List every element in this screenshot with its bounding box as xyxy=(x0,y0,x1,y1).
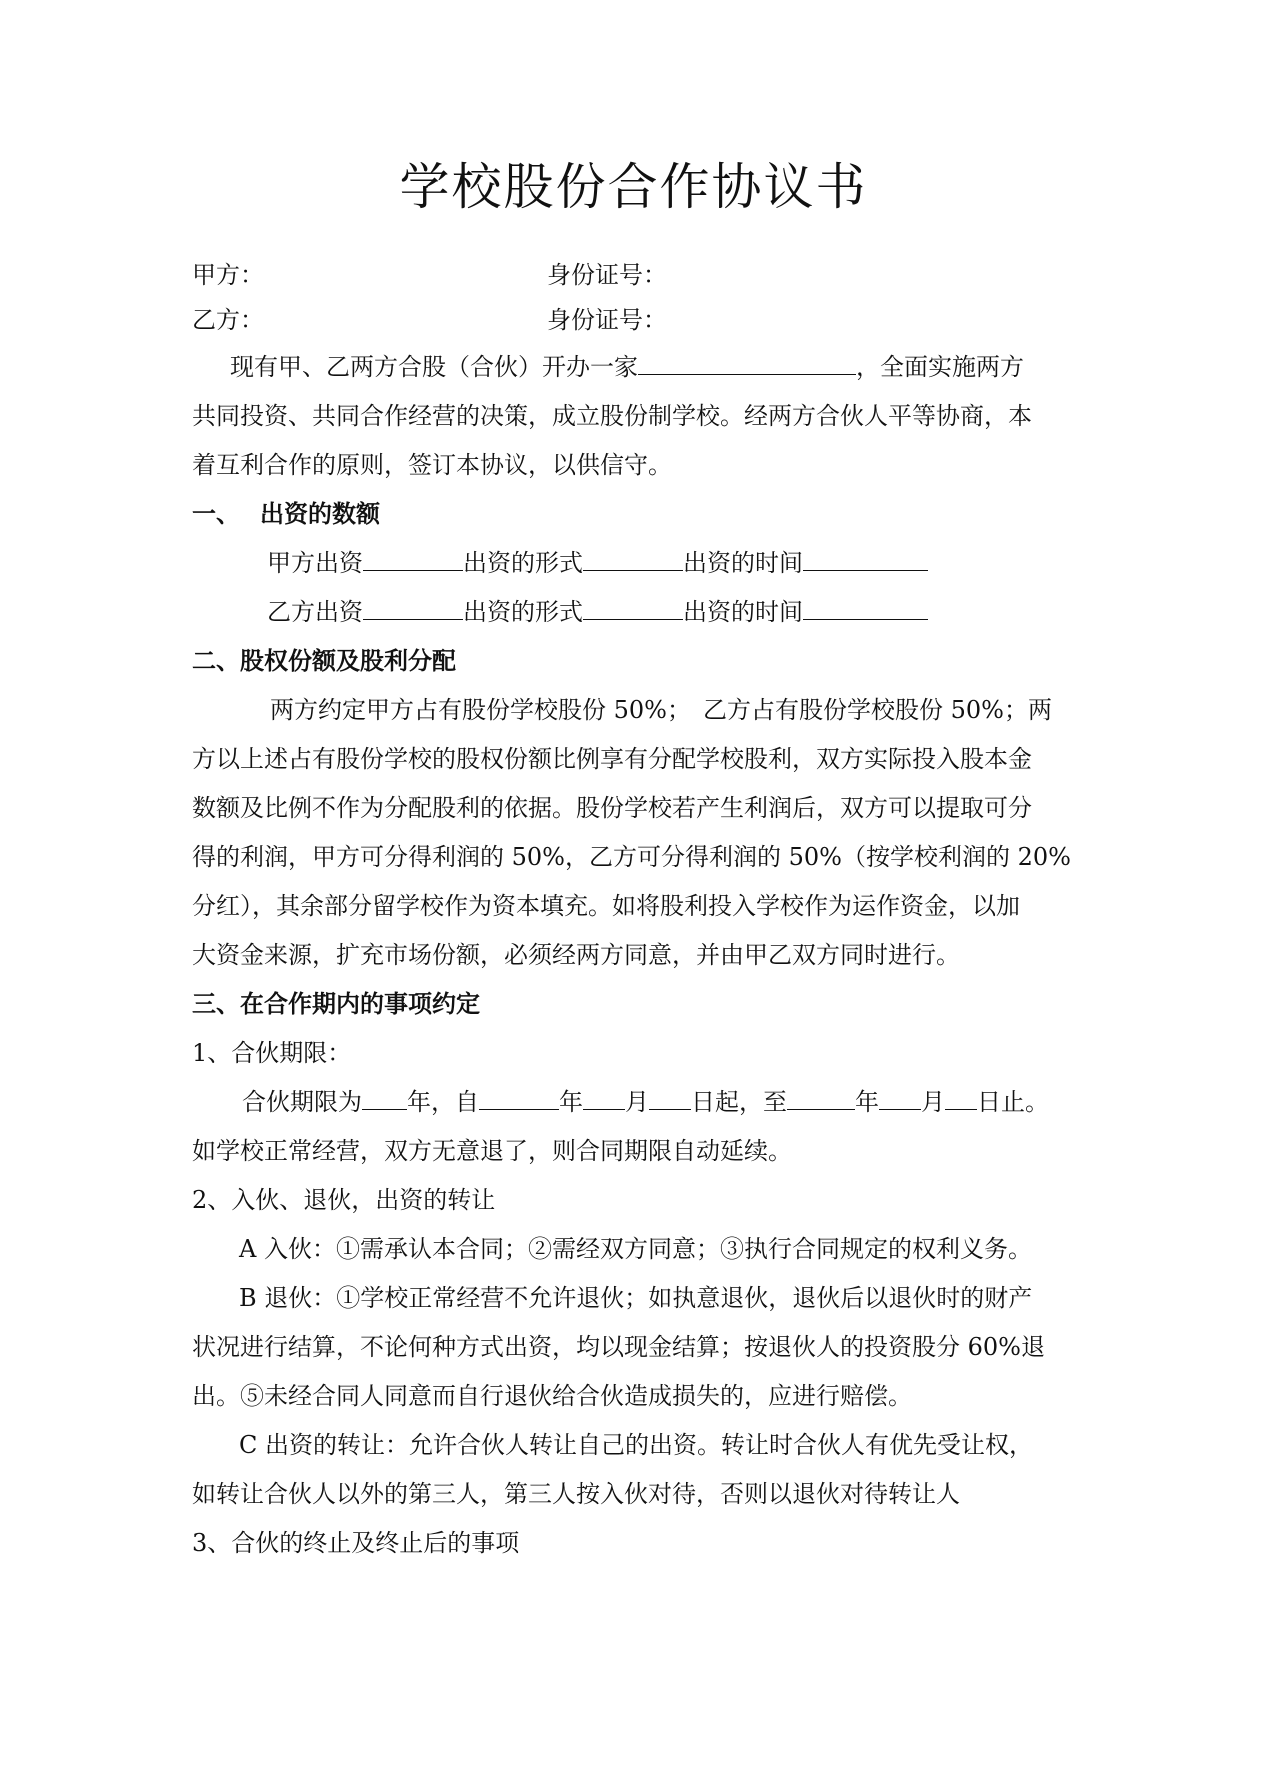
item-1-title: 1、合伙期限： xyxy=(192,1039,352,1067)
item-3-title: 3、合伙的终止及终止后的事项 xyxy=(192,1529,520,1557)
transfer-clause-line: C 出资的转让：允许合伙人转让自己的出资。转让时合伙人有优先受让权， xyxy=(239,1431,1033,1459)
item-2-title: 2、入伙、退伙，出资的转让 xyxy=(192,1186,496,1214)
transfer-clause-line: 如转让合伙人以外的第三人，第三人按入伙对待，否则以退伙对待转让人 xyxy=(192,1480,960,1508)
join-clause: A 入伙：①需承认本合同；②需经双方同意；③执行合同规定的权利义务。 xyxy=(239,1235,1032,1263)
party-a-label: 甲方： xyxy=(192,261,264,289)
partnership-term-line: 合伙期限为 年，自 年 月 日起，至 年 月 日止。 xyxy=(242,1085,1049,1119)
intro-line-3: 着互利合作的原则，签订本协议，以供信守。 xyxy=(192,451,672,479)
section-2-line: 得的利润，甲方可分得利润的 50%，乙方可分得利润的 50%（按学校利润的 20% xyxy=(192,843,1071,871)
section-2-line: 数额及比例不作为分配股利的依据。股份学校若产生利润后，双方可以提取可分 xyxy=(192,794,1032,822)
party-a-id-label: 身份证号： xyxy=(547,261,667,289)
withdraw-clause-line: 状况进行结算，不论何种方式出资，均以现金结算；按退伙人的投资股分 60%退 xyxy=(192,1333,1045,1361)
section-1-heading: 一、 出资的数额 xyxy=(192,499,380,528)
withdraw-clause-line: 出。⑤未经合同人同意而自行退伙给合伙造成损失的，应进行赔偿。 xyxy=(192,1382,912,1410)
section-2-line: 两方约定甲方占有股份学校股份 50%； 乙方占有股份学校股份 50%；两 xyxy=(270,696,1052,724)
party-b-id-label: 身份证号： xyxy=(547,306,667,334)
party-b-investment-line: 乙方出资 出资的形式 出资的时间 xyxy=(267,595,928,629)
section-2-line: 分红），其余部分留学校作为资本填充。如将股利投入学校作为运作资金，以加 xyxy=(192,892,1020,920)
document-title: 学校股份合作协议书 xyxy=(399,158,868,216)
section-2-line: 方以上述占有股份学校的股权份额比例享有分配学校股利，双方实际投入股本金 xyxy=(192,745,1032,773)
section-2-line: 大资金来源，扩充市场份额，必须经两方同意，并由甲乙双方同时进行。 xyxy=(192,941,960,969)
section-2-heading: 二、股权份额及股利分配 xyxy=(192,646,456,675)
withdraw-clause-line: B 退伙：①学校正常经营不允许退伙；如执意退伙，退伙后以退伙时的财产 xyxy=(239,1284,1033,1312)
school-name-blank xyxy=(638,350,856,375)
section-3-heading: 三、在合作期内的事项约定 xyxy=(192,989,480,1018)
party-a-investment-line: 甲方出资 出资的形式 出资的时间 xyxy=(267,546,928,580)
partnership-term-line-2: 如学校正常经营，双方无意退了，则合同期限自动延续。 xyxy=(192,1137,792,1165)
intro-line-1: 现有甲、乙两方合股（合伙）开办一家 ，全面实施两方 xyxy=(230,350,1024,384)
party-b-label: 乙方： xyxy=(192,306,264,334)
intro-line-2: 共同投资、共同合作经营的决策，成立股份制学校。经两方合伙人平等协商，本 xyxy=(192,402,1032,430)
